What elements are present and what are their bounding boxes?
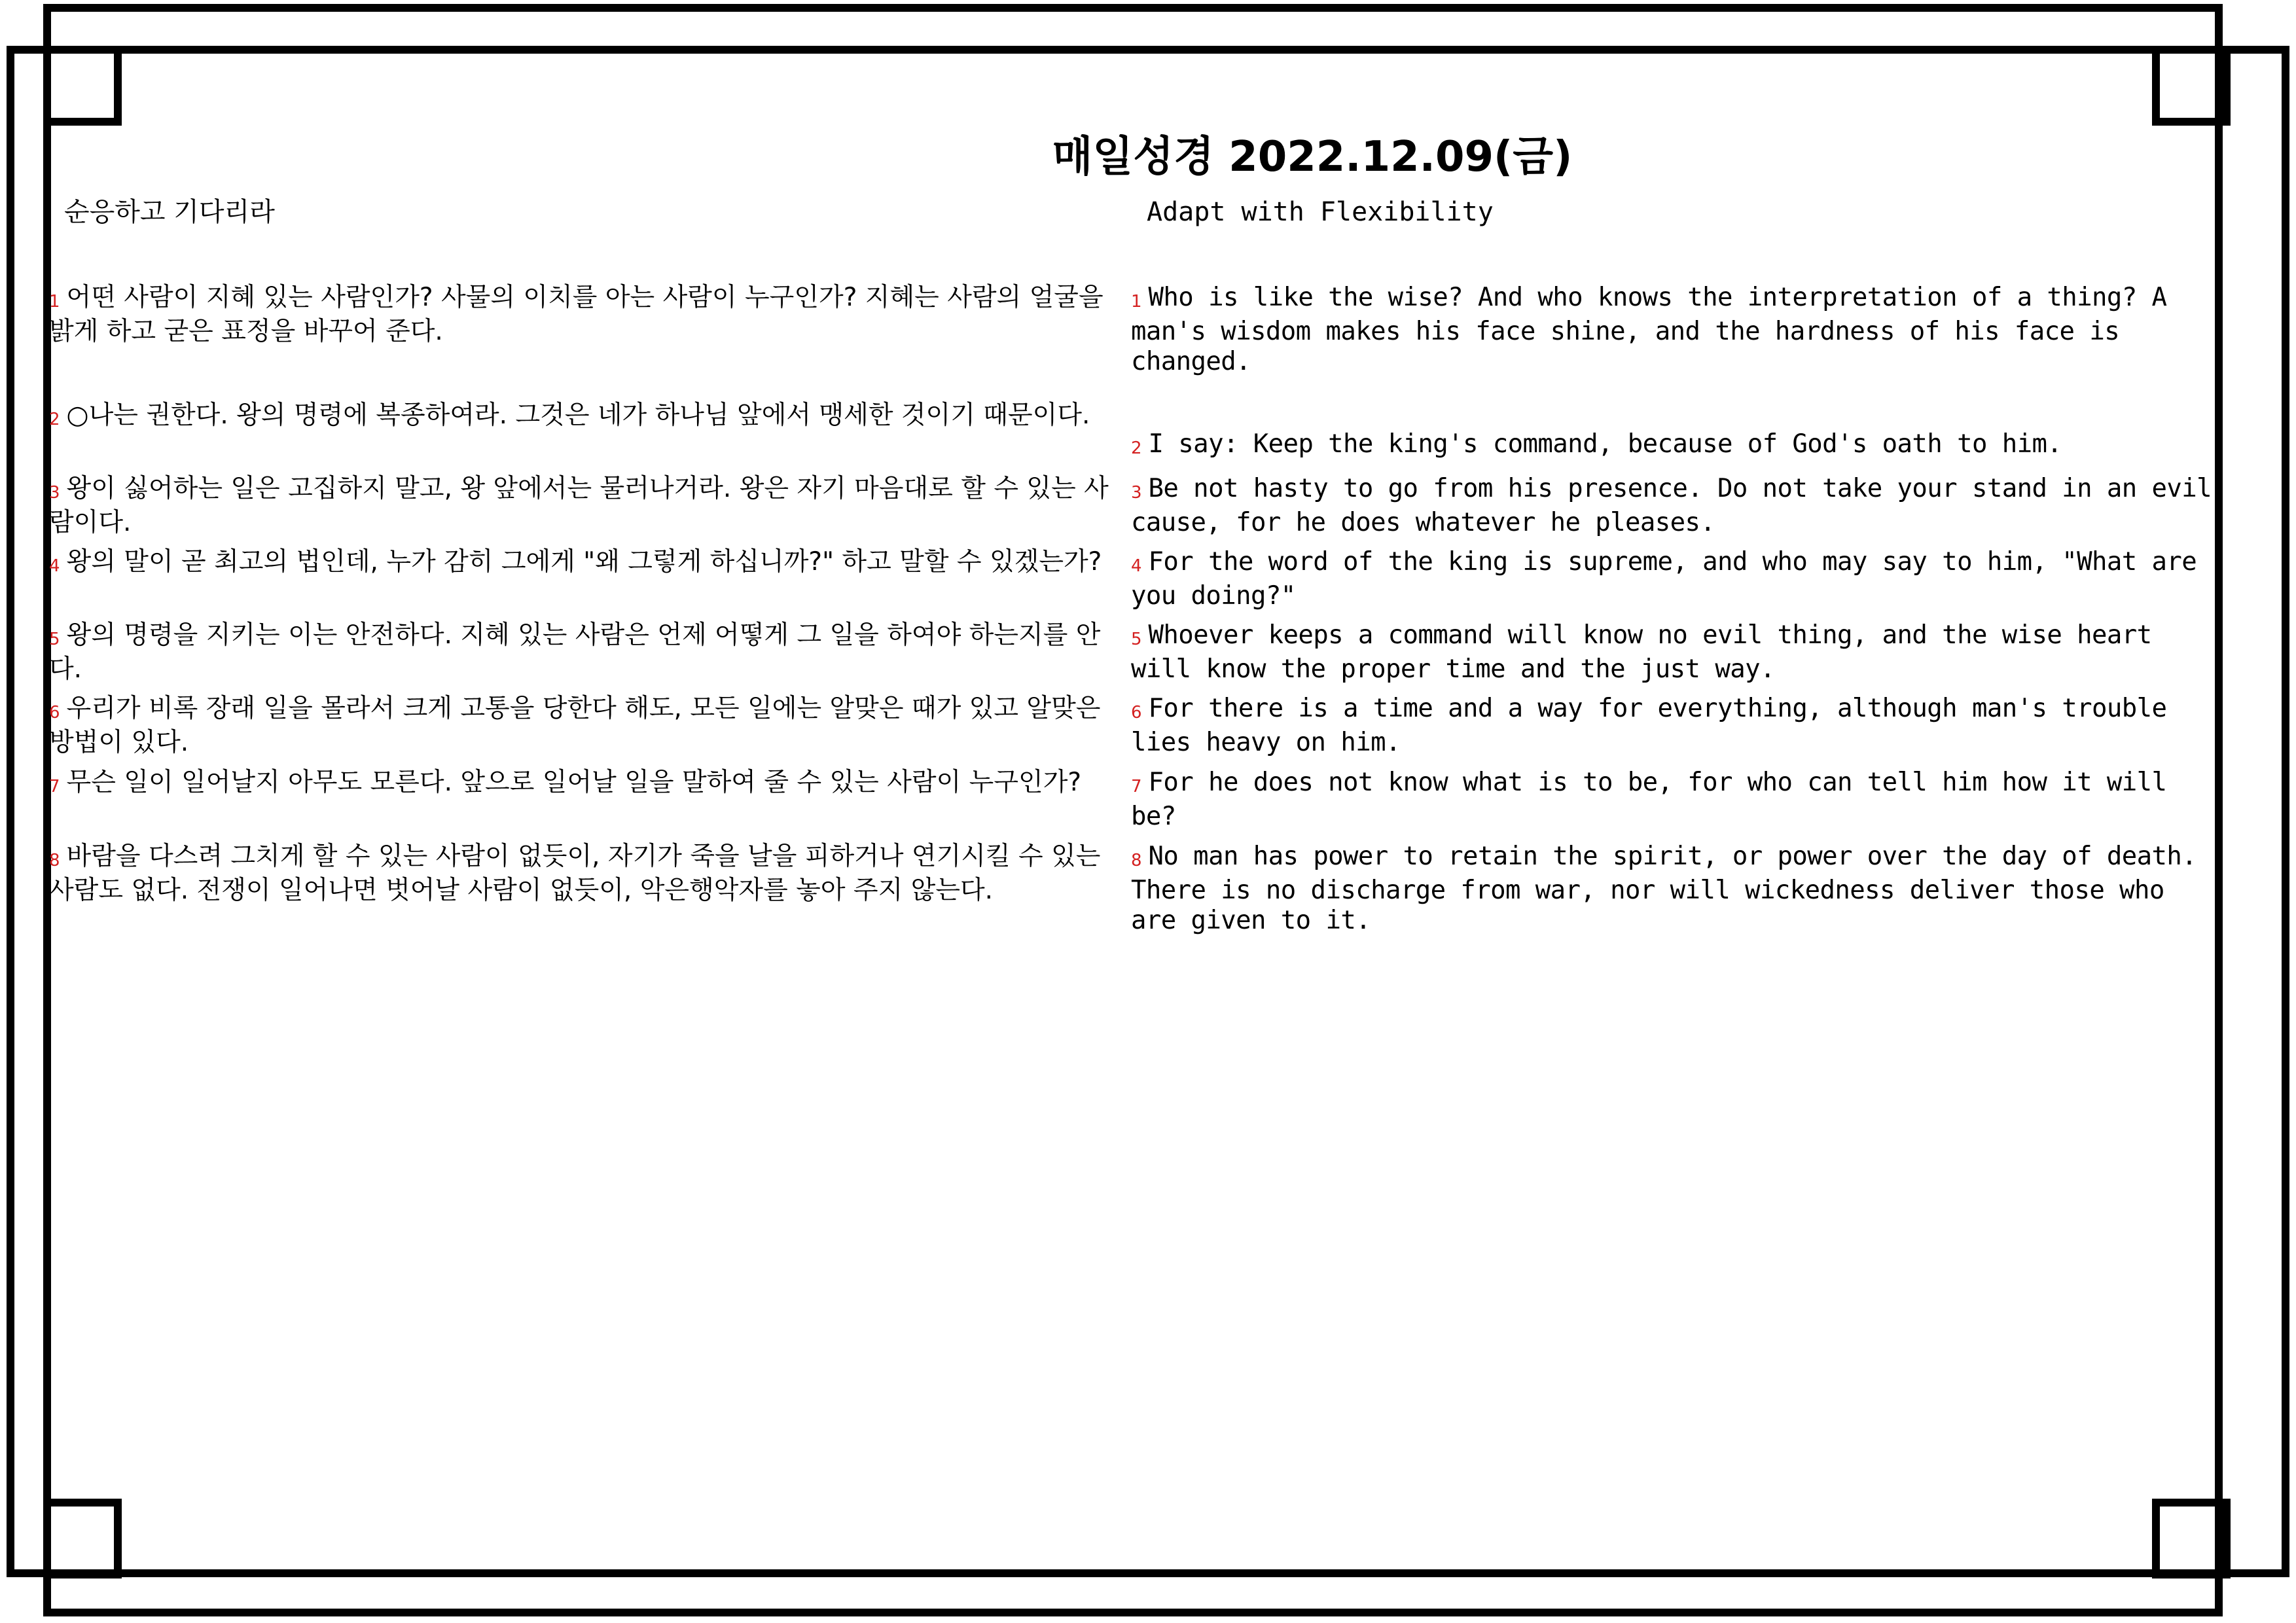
- verse-text: 바람을 다스려 그치게 할 수 있는 사람이 없듯이, 자기가 죽을 날을 피하거나 연기시킬 수 있는 사람도 없다. 전쟁이 일어나면 벗어날 사람이 없듯이, 악은행악자를 놓아 주지 않는다.: [49, 842, 1101, 905]
- verse-en-4: [1131, 547, 2224, 611]
- verse-ko-8: [49, 842, 1109, 906]
- verse-text: Whoever keeps a command will know no evil thing, and the wise heart will know the proper time and the just way.: [1131, 620, 2152, 684]
- verse-en-8: [1131, 842, 2224, 936]
- corner-ornament-top-left: [43, 46, 122, 126]
- verse-number: 4: [49, 556, 60, 576]
- verse-ko-1: [49, 283, 1109, 347]
- page-title: 매일성경 2022.12.09(금): [1052, 133, 1573, 181]
- verse-ko-7: [49, 768, 1109, 802]
- verse-number: 4: [1131, 556, 1142, 576]
- verse-text: 왕의 명령을 지키는 이는 안전하다. 지혜 있는 사람은 언제 어떻게 그 일을 하여야 하는지를 안다.: [49, 620, 1101, 684]
- verse-text: 우리가 비록 장래 일을 몰라서 크게 고통을 당한다 해도, 모든 일에는 알맞은 때가 있고 알맞은 방법이 있다.: [49, 694, 1101, 757]
- verse-number: 6: [49, 703, 60, 722]
- verse-text: For there is a time and a way for everything, although man's trouble lies heavy on him.: [1131, 694, 2167, 757]
- verse-ko-2: [49, 401, 1109, 435]
- verse-en-6: [1131, 694, 2224, 758]
- verse-ko-5: [49, 620, 1109, 685]
- verse-text: For the word of the king is supreme, and who may say to him, "What are you doing?": [1131, 547, 2197, 611]
- verse-en-7: [1131, 768, 2224, 832]
- subtitle-korean: 순응하고 기다리라: [64, 197, 275, 227]
- verse-number: 7: [1131, 777, 1142, 796]
- frame-top-outer: [43, 4, 2223, 12]
- verse-text: 어떤 사람이 지혜 있는 사람인가? 사물의 이치를 아는 사람이 누구인가? 지혜는 사람의 얼굴을 밝게 하고 굳은 표정을 바꾸어 준다.: [49, 283, 1103, 346]
- verse-number: 5: [49, 630, 60, 649]
- verse-ko-6: [49, 694, 1109, 758]
- verse-en-5: [1131, 620, 2224, 685]
- verse-text: For he does not know what is to be, for who can tell him how it will be?: [1131, 768, 2167, 831]
- verse-number: 6: [1131, 703, 1142, 722]
- frame-top-inner: [7, 46, 2289, 54]
- verse-text: 왕의 말이 곧 최고의 법인데, 누가 감히 그에게 "왜 그렇게 하십니까?" 하고 말할 수 있겠는가?: [66, 547, 1102, 577]
- corner-ornament-bottom-left: [43, 1499, 122, 1578]
- verse-ko-4: [49, 547, 1109, 581]
- corner-ornament-top-right: [2152, 46, 2231, 126]
- verse-number: 2: [49, 410, 60, 429]
- verse-text: 무슨 일이 일어날지 아무도 모른다. 앞으로 일어날 일을 말하여 줄 수 있는 사람이 누구인가?: [66, 768, 1082, 797]
- verse-number: 7: [49, 777, 60, 796]
- verse-text: I say: Keep the king's command, because of God's oath to him.: [1148, 429, 2062, 459]
- verse-number: 8: [1131, 851, 1142, 870]
- verse-text: ○나는 권한다. 왕의 명령에 복종하여라. 그것은 네가 하나님 앞에서 맹세한 것이기 때문이다.: [66, 401, 1090, 430]
- frame-left-inner: [43, 4, 51, 1616]
- frame-right-outer: [2282, 46, 2289, 1577]
- verse-text: Be not hasty to go from his presence. Do not take your stand in an evil cause, for he does whatever he pleases.: [1131, 474, 2212, 537]
- verse-number: 1: [1131, 292, 1142, 312]
- verse-number: 1: [49, 292, 60, 312]
- verse-text: 왕이 싫어하는 일은 고집하지 말고, 왕 앞에서는 물러나거라. 왕은 자기 마음대로 할 수 있는 사람이다.: [49, 474, 1109, 537]
- verse-number: 8: [49, 851, 60, 870]
- verse-en-2: [1131, 429, 2224, 463]
- verse-text: Who is like the wise? And who knows the interpretation of a thing? A man's wisdom makes his face shine, and the hardness of his face is changed.: [1131, 283, 2167, 376]
- verse-number: 5: [1131, 630, 1142, 649]
- frame-bottom-outer: [43, 1609, 2223, 1616]
- corner-ornament-bottom-right: [2152, 1499, 2231, 1578]
- verse-ko-3: [49, 474, 1109, 538]
- verse-en-3: [1131, 474, 2224, 538]
- verse-text: No man has power to retain the spirit, or power over the day of death. There is no discharge from war, nor will wickedness deliver those who are given to it.: [1131, 842, 2197, 935]
- frame-bottom-inner: [7, 1569, 2289, 1577]
- verse-number: 3: [49, 483, 60, 503]
- verse-en-1: [1131, 283, 2224, 377]
- frame-left-outer: [7, 46, 14, 1577]
- verse-number: 3: [1131, 483, 1142, 503]
- verse-number: 2: [1131, 438, 1142, 458]
- subtitle-english: Adapt with Flexibility: [1147, 197, 1494, 227]
